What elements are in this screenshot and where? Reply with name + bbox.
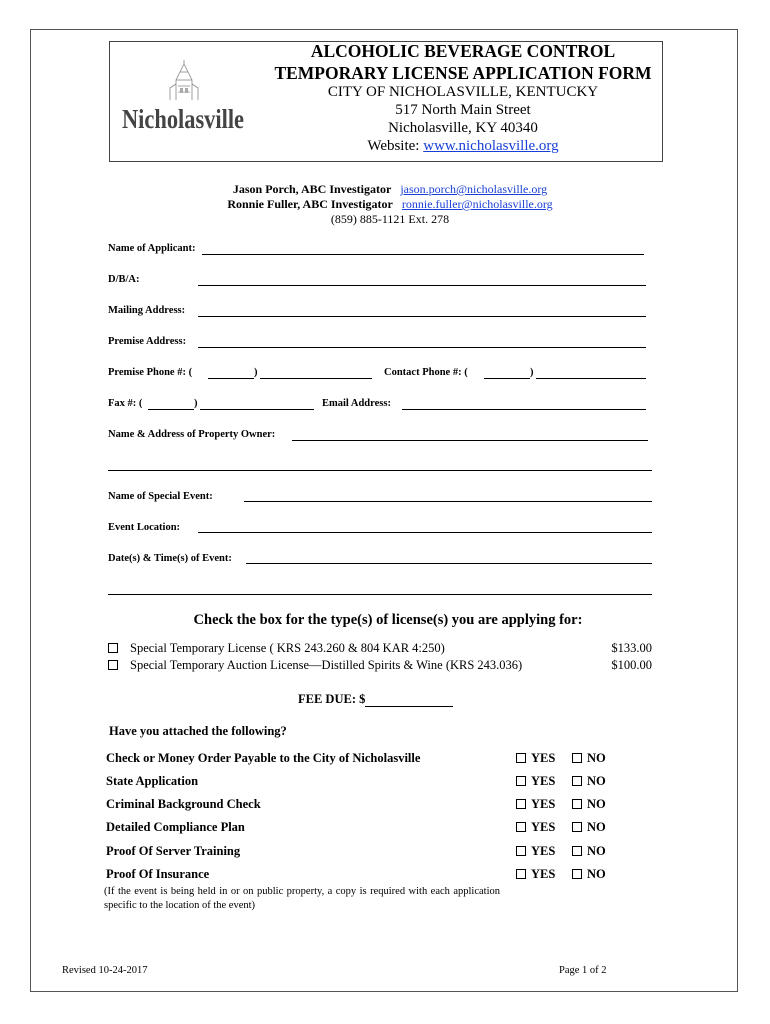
website-line — [250, 138, 676, 155]
attachment-row-label: Proof Of Server Training — [106, 844, 241, 858]
street-address: 517 North Main Street — [395, 102, 531, 118]
attachment-row-label: Criminal Background Check — [106, 797, 261, 811]
mailing-address-input-line[interactable] — [198, 316, 646, 317]
yes-checkbox[interactable] — [516, 799, 526, 809]
attachment-no-option[interactable] — [572, 774, 606, 789]
premise-address-input-line[interactable] — [198, 347, 646, 348]
contact-line-2 — [150, 197, 630, 212]
yes-label: YES — [531, 820, 556, 834]
premise-address-label: Premise Address: — [108, 336, 187, 347]
no-checkbox[interactable] — [572, 776, 582, 786]
attachment-row — [106, 797, 636, 812]
property-owner-input-line[interactable] — [292, 440, 648, 441]
license-option-2-checkbox[interactable] — [108, 660, 118, 670]
contact-person-1: Jason Porch, ABC Investigator — [232, 182, 392, 196]
fax-paren: ) — [194, 398, 198, 409]
yes-label: YES — [531, 797, 556, 811]
revision-date: Revised 10-24-2017 — [62, 965, 148, 976]
website-link[interactable]: www.nicholasville.org — [423, 138, 559, 154]
form-title-line2: TEMPORARY LICENSE APPLICATION FORM — [274, 63, 652, 83]
license-option-2-label: Special Temporary Auction License—Distilled Spirits & Wine (KRS 243.036) — [130, 658, 523, 672]
license-option-2-price: $100.00 — [611, 658, 652, 672]
event-location-label: Event Location: — [108, 522, 181, 533]
no-label: NO — [587, 774, 606, 788]
no-label: NO — [587, 797, 606, 811]
attachment-yes-option[interactable] — [516, 820, 555, 835]
license-option-2 — [108, 658, 652, 673]
fee-due — [298, 692, 453, 707]
fee-due-label: FEE DUE: $ — [298, 692, 366, 706]
event-name-input-line[interactable] — [244, 501, 652, 502]
attachment-no-option[interactable] — [572, 820, 606, 835]
attachments-question: Have you attached the following? — [109, 724, 287, 738]
no-label: NO — [587, 820, 606, 834]
attachment-no-option[interactable] — [572, 751, 606, 766]
no-checkbox[interactable] — [572, 846, 582, 856]
attachment-row-label: Detailed Compliance Plan — [106, 820, 245, 834]
website-label: Website: — [367, 138, 420, 154]
yes-checkbox[interactable] — [516, 753, 526, 763]
attachment-row — [106, 844, 636, 859]
contact-phone: (859) 885-1121 Ext. 278 — [330, 212, 450, 226]
yes-checkbox[interactable] — [516, 822, 526, 832]
no-checkbox[interactable] — [572, 822, 582, 832]
nicholasville-logo — [118, 58, 250, 138]
attachment-row-label: State Application — [106, 774, 199, 788]
contact-phone-label: Contact Phone #: ( — [384, 367, 468, 378]
contact-phone-area-line[interactable] — [484, 378, 530, 379]
license-option-1-checkbox[interactable] — [108, 643, 118, 653]
yes-label: YES — [531, 844, 556, 858]
property-owner-label: Name & Address of Property Owner: — [108, 429, 276, 440]
form-title-line1: ALCOHOLIC BEVERAGE CONTROL — [310, 41, 616, 61]
attachment-row-label: Check or Money Order Payable to the City of Nicholasville — [106, 751, 421, 765]
attachment-yes-option[interactable] — [516, 867, 555, 882]
premise-phone-number-line[interactable] — [260, 378, 372, 379]
property-owner-input-line-2[interactable] — [108, 470, 652, 471]
premise-phone-paren: ) — [254, 367, 258, 378]
contact-email-2[interactable]: ronnie.fuller@nicholasville.org — [401, 197, 553, 211]
no-checkbox[interactable] — [572, 869, 582, 879]
attachment-row — [106, 751, 636, 766]
contact-person-2: Ronnie Fuller, ABC Investigator — [227, 197, 393, 211]
contact-email-1[interactable]: jason.porch@nicholasville.org — [400, 182, 548, 196]
license-option-1-label: Special Temporary License ( KRS 243.260 & 804 KAR 4:250) — [130, 641, 445, 655]
no-label: NO — [587, 844, 606, 858]
attachment-no-option[interactable] — [572, 867, 606, 882]
event-name-label: Name of Special Event: — [108, 491, 213, 502]
yes-label: YES — [531, 774, 556, 788]
yes-label: YES — [531, 751, 556, 765]
contact-line-1 — [150, 182, 630, 197]
svg-text:Nicholasville: Nicholasville — [122, 104, 245, 134]
applicant-label: Name of Applicant: — [108, 243, 196, 254]
attachment-row-label: Proof Of Insurance — [106, 867, 210, 881]
event-dates-input-line[interactable] — [246, 563, 652, 564]
fax-number-line[interactable] — [200, 409, 314, 410]
fax-label: Fax #: ( — [108, 398, 143, 409]
attachment-no-option[interactable] — [572, 797, 606, 812]
public-property-note: (If the event is being held in or on public property, a copy is required with each application specific to the location of the event) — [104, 886, 500, 911]
premise-phone-label: Premise Phone #: ( — [108, 367, 193, 378]
premise-phone-area-line[interactable] — [208, 378, 254, 379]
attachment-yes-option[interactable] — [516, 797, 555, 812]
yes-checkbox[interactable] — [516, 776, 526, 786]
fee-due-input-line[interactable] — [365, 694, 453, 707]
city-name: CITY OF NICHOLASVILLE, KENTUCKY — [327, 84, 599, 100]
contact-phone-number-line[interactable] — [536, 378, 646, 379]
license-option-1 — [108, 641, 652, 656]
attachment-row — [106, 867, 636, 882]
dba-input-line[interactable] — [198, 285, 646, 286]
fax-area-line[interactable] — [148, 409, 194, 410]
no-label: NO — [587, 751, 606, 765]
yes-checkbox[interactable] — [516, 846, 526, 856]
license-section-heading: Check the box for the type(s) of license(s) you are applying for: — [193, 612, 583, 628]
page-number: Page 1 of 2 — [559, 965, 607, 976]
email-label: Email Address: — [322, 398, 391, 409]
attachment-no-option[interactable] — [572, 844, 606, 859]
attachment-row — [106, 774, 636, 789]
email-input-line[interactable] — [402, 409, 646, 410]
no-checkbox[interactable] — [572, 753, 582, 763]
no-checkbox[interactable] — [572, 799, 582, 809]
attachment-yes-option[interactable] — [516, 751, 555, 766]
no-label: NO — [587, 867, 606, 881]
attachment-yes-option[interactable] — [516, 844, 555, 859]
attachment-row — [106, 820, 636, 835]
attachment-yes-option[interactable] — [516, 774, 555, 789]
event-dates-label: Date(s) & Time(s) of Event: — [108, 553, 232, 564]
event-location-input-line[interactable] — [198, 532, 652, 533]
event-dates-input-line-2[interactable] — [108, 594, 652, 595]
contact-phone-paren: ) — [530, 367, 534, 378]
dba-label: D/B/A: — [108, 274, 140, 285]
license-option-1-price: $133.00 — [611, 641, 652, 655]
city-state-zip: Nicholasville, KY 40340 — [388, 120, 538, 136]
yes-checkbox[interactable] — [516, 869, 526, 879]
applicant-input-line[interactable] — [202, 254, 644, 255]
mailing-address-label: Mailing Address: — [108, 305, 186, 316]
yes-label: YES — [531, 867, 556, 881]
